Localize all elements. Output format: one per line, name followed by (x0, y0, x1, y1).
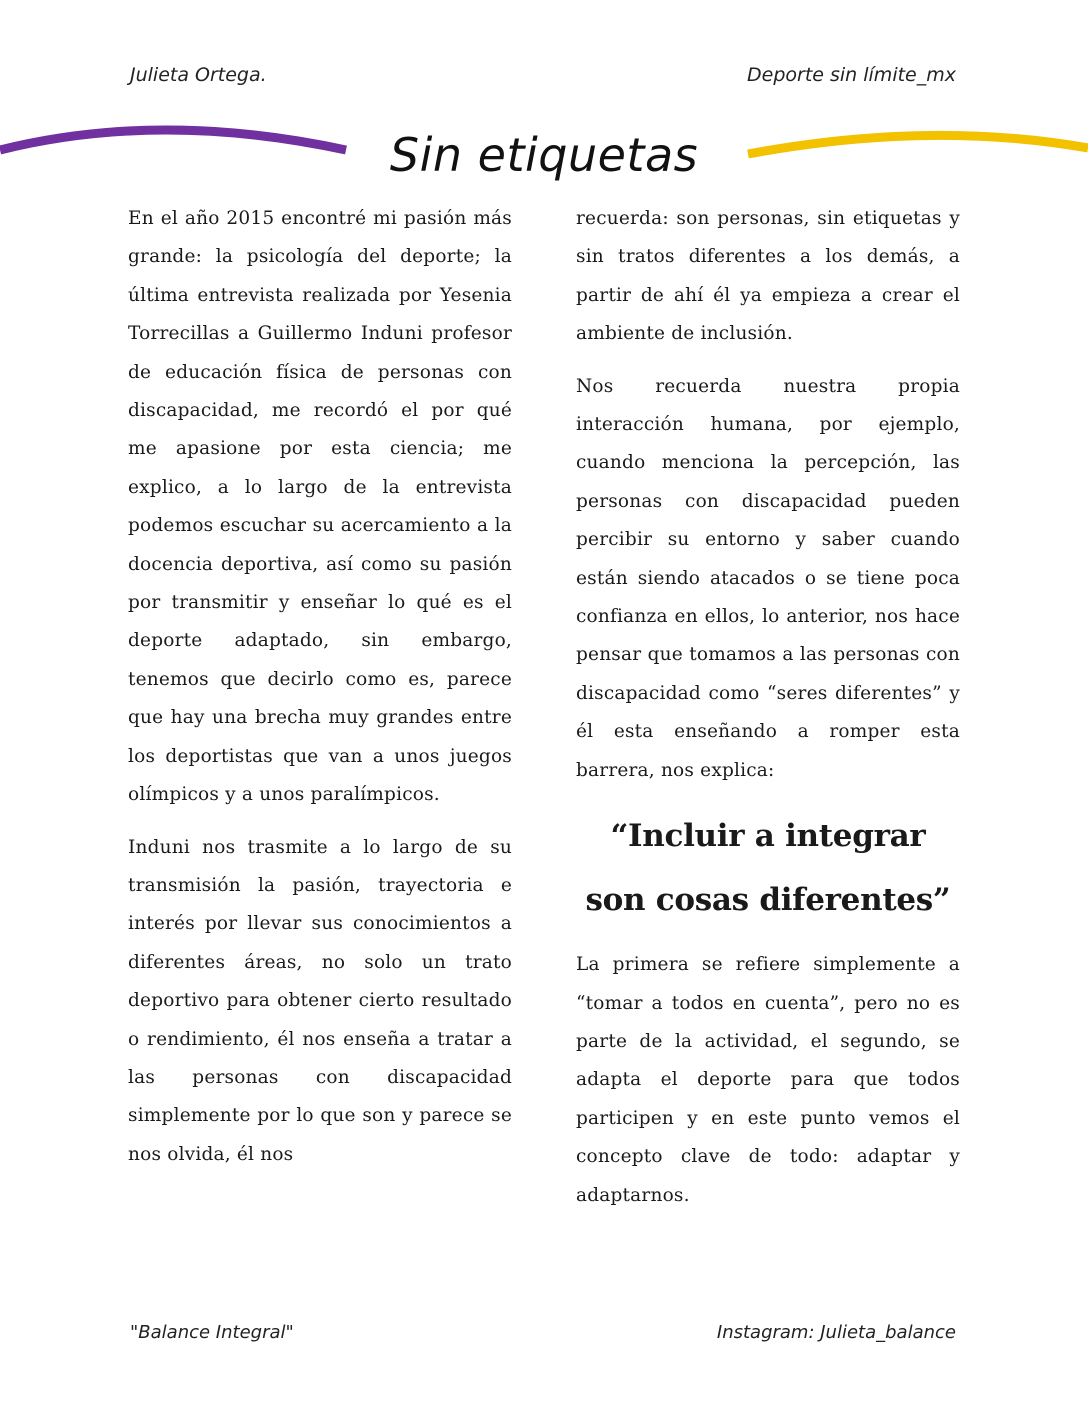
footer-social: Instagram: Julieta_balance (716, 1322, 956, 1343)
page-title: Sin etiquetas (389, 128, 699, 182)
left-paragraph-1: En el año 2015 encontré mi pasión más grande: la psicología del deporte; la última entrevista realizada por Yesenia Torrecillas a Guillermo Induni profesor de educación física de personas con discapacidad, me recordó el por qué me apasione por esta ciencia; me explico, a lo largo de la entrevista podemos escuchar su acercamiento a la docencia deportiva, así como su pasión por transmitir y enseñar lo qué es el deporte adaptado, sin embargo, tenemos que decirlo como es, parece que hay una brecha muy grandes entre los deportistas que van a unos juegos olímpicos y a unos paralímpicos. (128, 208, 512, 806)
footer-publication: "Balance Integral" (130, 1322, 294, 1343)
header-author: Julieta Ortega. (130, 64, 267, 86)
pull-quote: “Incluir a integrar son cosas diferentes” (585, 818, 951, 919)
header-brand: Deporte sin límite_mx (747, 64, 956, 86)
right-paragraph-3: La primera se refiere simplemente a “tomar a todos en cuenta”, pero no es parte de la actividad, el segundo, se adapta el deporte para que todos participen y en este punto vemos el concepto clave de todo: adaptar y adaptarnos. (576, 954, 960, 1206)
right-paragraph-1: recuerda: son personas, sin etiquetas y sin tratos diferentes a los demás, a partir de ahí él ya empieza a crear el ambiente de inclusión. (576, 208, 960, 345)
left-paragraph-2: Induni nos trasmite a lo largo de su transmisión la pasión, trayectoria e interés por llevar sus conocimientos a diferentes áreas, no solo un trato deportivo para obtener cierto resultado o rendimiento, él nos enseña a tratar a las personas con discapacidad simplemente por lo que son y parece se nos olvida, él nos (128, 836, 512, 1165)
right-paragraph-2: Nos recuerda nuestra propia interacción humana, por ejemplo, cuando menciona la percepción, las personas con discapacidad pueden percibir su entorno y saber cuando están siendo atacados o se tiene poca confianza en ellos, lo anterior, nos hace pensar que tomamos a las personas con discapacidad como “seres diferentes” y él esta enseñando a romper esta barrera, nos explica: (576, 375, 960, 781)
right-column (576, 200, 960, 1229)
left-column (128, 200, 512, 1188)
